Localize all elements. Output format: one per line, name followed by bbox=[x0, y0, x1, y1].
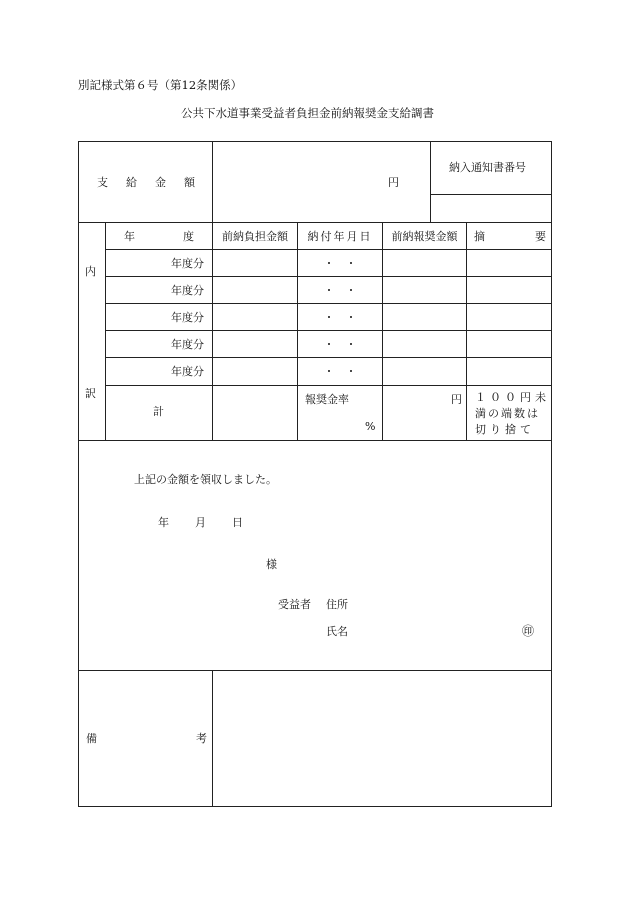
rounding-note-line: 満の端数は bbox=[475, 407, 540, 420]
seal-mark: ㊞ bbox=[522, 624, 535, 638]
payment-date-cell[interactable]: ・ ・ bbox=[323, 257, 357, 270]
year-cell: 年度分 bbox=[171, 338, 204, 351]
notice-number-label: 納入通知書番号 bbox=[449, 161, 526, 174]
form-number: 別記様式第６号（第12条関係） bbox=[78, 78, 243, 92]
rounding-note-line: １００円未 bbox=[475, 391, 550, 404]
remarks-label-char: 考 bbox=[196, 732, 207, 745]
rounding-note-line: 切り捨て bbox=[475, 423, 535, 436]
year-header-char: 年 bbox=[124, 230, 135, 243]
payment-label-char: 支 bbox=[97, 176, 108, 189]
document-title: 公共下水道事業受益者負担金前納報奨金支給調書 bbox=[181, 106, 434, 120]
remarks-header-char: 要 bbox=[535, 230, 546, 243]
name-label: 氏名 bbox=[326, 625, 348, 638]
recipient-label: 受益者 bbox=[278, 598, 311, 611]
total-label: 計 bbox=[153, 405, 164, 418]
payment-label-char: 額 bbox=[184, 176, 195, 189]
payment-date-cell[interactable]: ・ ・ bbox=[323, 338, 357, 351]
date-day: 日 bbox=[232, 516, 243, 529]
column-header-prepaid-amount: 前納負担金額 bbox=[222, 230, 288, 243]
breakdown-side-label-top: 内 bbox=[85, 265, 96, 278]
year-cell: 年度分 bbox=[171, 311, 204, 324]
breakdown-side-label-bottom: 訳 bbox=[85, 387, 96, 400]
year-cell: 年度分 bbox=[171, 284, 204, 297]
total-yen-unit: 円 bbox=[451, 393, 462, 406]
payment-yen-unit: 円 bbox=[388, 176, 399, 189]
date-year: 年 bbox=[158, 516, 169, 529]
receipt-statement: 上記の金額を領収しました。 bbox=[134, 473, 277, 486]
reward-rate-label: 報奨金率 bbox=[305, 393, 349, 406]
year-cell: 年度分 bbox=[171, 257, 204, 270]
addressee-honorific: 様 bbox=[266, 558, 277, 571]
date-month: 月 bbox=[195, 516, 206, 529]
address-label: 住所 bbox=[326, 598, 348, 611]
payment-date-cell[interactable]: ・ ・ bbox=[323, 284, 357, 297]
reward-rate-percent: % bbox=[365, 420, 376, 433]
remarks-header-char: 摘 bbox=[474, 230, 485, 243]
remarks-label-char: 備 bbox=[86, 732, 97, 745]
payment-label-char: 金 bbox=[155, 176, 166, 189]
payment-date-cell[interactable]: ・ ・ bbox=[323, 311, 357, 324]
column-header-payment-date: 納付年月日 bbox=[307, 230, 373, 243]
payment-date-cell[interactable]: ・ ・ bbox=[323, 365, 357, 378]
year-cell: 年度分 bbox=[171, 365, 204, 378]
column-header-reward-amount: 前納報奨金額 bbox=[391, 230, 458, 243]
payment-label-char: 給 bbox=[126, 176, 137, 189]
remarks-field[interactable] bbox=[214, 672, 550, 804]
year-header-char: 度 bbox=[183, 230, 194, 243]
